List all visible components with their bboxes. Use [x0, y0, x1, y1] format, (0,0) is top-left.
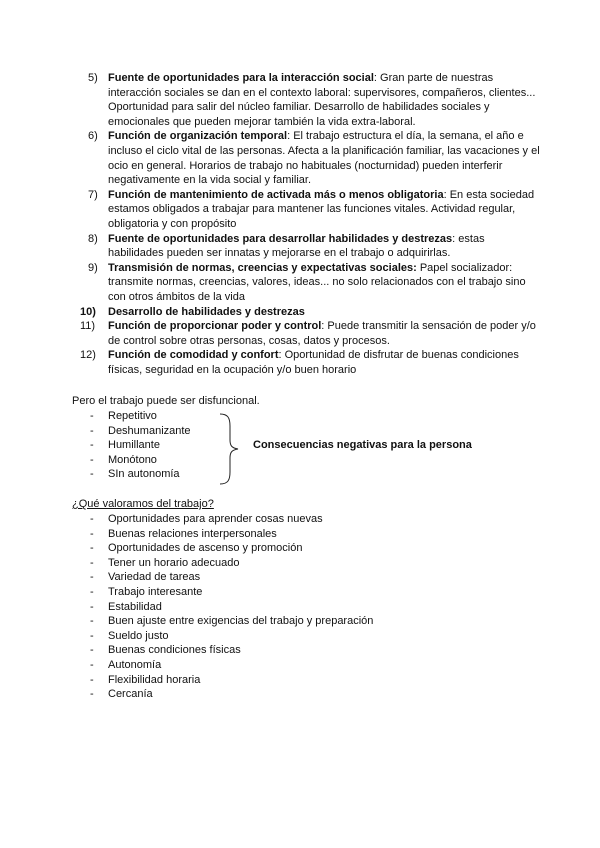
item-title: Fuente de oportunidades para desarrollar habilidades y destrezas: [108, 232, 453, 245]
item-number: 11): [80, 320, 96, 333]
item-text: : En esta sociedad estamos obligados a trabajar para mantener las funciones vitales. Actividad regular, obligatoria y con propósito: [108, 188, 535, 230]
list-item: - Autonomía: [90, 658, 373, 673]
item-number: 10): [80, 305, 96, 318]
item-title: Función de organización temporal: [108, 130, 288, 143]
list-item: [80, 319, 540, 348]
list-item: - Repetitivo: [90, 409, 191, 424]
item-title: Función de comodidad y confort: [108, 349, 279, 362]
dysfunction-intro: Pero el trabajo puede ser disfuncional.: [72, 395, 260, 407]
list-item: [80, 71, 540, 129]
list-item: - Oportunidades para aprender cosas nuevas: [90, 512, 373, 527]
item-text: : Oportunidad de disfrutar de buenas condiciones físicas, seguridad en la ocupación y/o buen horario: [108, 349, 519, 376]
item-number: 9): [88, 261, 98, 274]
item-text: Papel socializador: transmite normas, creencias, valores, ideas... no solo relacionados con el trabajo sino con otros ámbitos de la vida: [108, 261, 526, 303]
item-number: 6): [88, 130, 98, 143]
list-item: - SIn autonomía: [90, 467, 191, 482]
item-text: : Gran parte de nuestras interacción sociales se dan en el contexto laboral: supervisores, compañeros, clientes... Oportunidad para salir del núcleo familiar. Desarrollo de habilidades sociales y emocionales que pueden mejorar también la vida extra-laboral.: [108, 72, 536, 128]
list-item: - Buen ajuste entre exigencias del trabajo y preparación: [90, 614, 373, 629]
list-item: - Trabajo interesante: [90, 585, 373, 600]
item-title: Función de proporcionar poder y control: [108, 320, 322, 333]
list-item: - Sueldo justo: [90, 629, 373, 644]
list-item: [80, 129, 540, 187]
list-item: - Oportunidades de ascenso y promoción: [90, 541, 373, 556]
list-item: - Tener un horario adecuado: [90, 556, 373, 571]
list-item: [80, 305, 540, 320]
list-item: - Deshumanizante: [90, 424, 191, 439]
item-number: 12): [80, 349, 96, 362]
item-number: 7): [88, 188, 98, 201]
consequence-label: Consecuencias negativas para la persona: [253, 439, 472, 451]
list-item: - Monótono: [90, 453, 191, 468]
dysfunction-list: [90, 409, 191, 482]
list-item: [80, 188, 540, 232]
item-text: : Puede transmitir la sensación de poder y/o de control sobre otras personas, cosas, datos y procesos.: [108, 320, 536, 347]
list-item: [80, 261, 540, 305]
item-number: 8): [88, 232, 98, 245]
functions-list: [80, 71, 540, 377]
list-item: [80, 232, 540, 261]
list-item: - Buenas condiciones físicas: [90, 643, 373, 658]
item-text: : estas habilidades pueden ser innatas y mejorarse en el trabajo o adquirirlas.: [108, 232, 485, 260]
values-heading: ¿Qué valoramos del trabajo?: [72, 498, 214, 510]
list-item: - Variedad de tareas: [90, 570, 373, 585]
item-title: Función de mantenimiento de activada más o menos obligatoria: [108, 188, 444, 201]
list-item: - Cercanía: [90, 687, 373, 702]
curly-brace-icon: [218, 412, 244, 486]
list-item: - Estabilidad: [90, 600, 373, 615]
item-text: : El trabajo estructura el día, la semana, el año e incluso el ciclo vital de las personas. Afecta a la planificación familiar, las vacaciones y el ocio en general. Horarios de trabajo no habituales (nocturnidad) pueden interferir negativamente en la vida social y familiar.: [108, 130, 540, 187]
item-number: 5): [88, 72, 98, 84]
list-item: - Humillante: [90, 438, 191, 453]
list-item: - Buenas relaciones interpersonales: [90, 527, 373, 542]
values-list: [90, 512, 373, 702]
item-title: Fuente de oportunidades para la interacción social: [108, 72, 374, 84]
item-title: Transmisión de normas, creencias y expectativas sociales:: [108, 261, 417, 274]
list-item: - Flexibilidad horaria: [90, 673, 373, 688]
item-title: Desarrollo de habilidades y destrezas: [108, 305, 305, 318]
list-item: [80, 348, 540, 377]
